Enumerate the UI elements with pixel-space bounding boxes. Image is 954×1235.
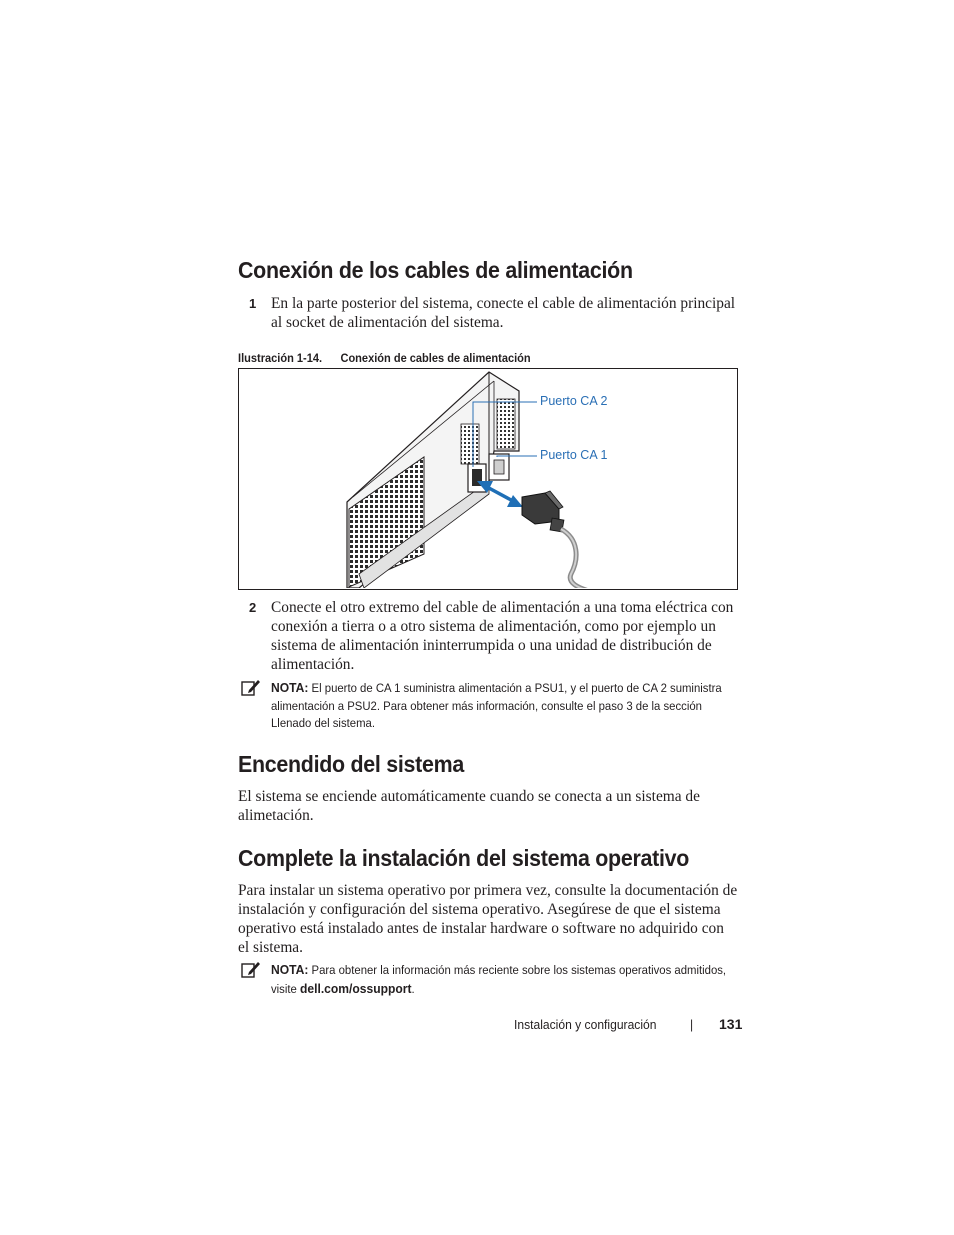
figure-title: Conexión de cables de alimentación	[340, 351, 531, 365]
pencil-note-icon	[241, 961, 261, 979]
callout-port-1: Puerto CA 1	[540, 448, 608, 462]
step-1-text: En la parte posterior del sistema, conecte el cable de alimentación principal al socket de alimentación del sistema.	[271, 295, 736, 331]
power-plug	[522, 491, 564, 532]
power-connection-illustration	[239, 369, 736, 588]
power-on-text: El sistema se enciende automáticamente cuando se conecta a un sistema de alimetación.	[238, 788, 700, 824]
step-number: 1	[249, 296, 257, 311]
note-label: NOTA:	[271, 962, 309, 977]
step-number: 2	[249, 600, 257, 615]
power-cable-figure	[238, 368, 738, 590]
figure-label: Ilustración 1-14.	[238, 351, 323, 365]
pencil-note-icon	[241, 679, 261, 697]
page-number: 131	[719, 1016, 743, 1032]
footer-separator: |	[690, 1017, 694, 1032]
note-text: El puerto de CA 1 suministra alimentación a PSU1, y el puerto de CA 2 suministra alimentación a PSU2. Para obtener más información, consulte el paso 3 de la sección Llenado del sistema.	[271, 681, 722, 730]
note-supported-os	[271, 961, 736, 998]
footer-chapter: Instalación y configuración	[514, 1017, 657, 1032]
section-title-os-install: Complete la instalación del sistema operativo	[238, 845, 690, 871]
figure-caption	[238, 351, 531, 365]
note-label: NOTA:	[271, 680, 309, 695]
step-2-text: Conecte el otro extremo del cable de alimentación a una toma eléctrica con conexión a tierra o a otro sistema de alimentación, como por ejemplo un sistema de alimentación ininterrumpida o una unidad de distribución de alimentación.	[271, 599, 734, 673]
support-link[interactable]: dell.com/ossupport	[299, 980, 412, 996]
note-period: .	[411, 981, 415, 996]
callout-port-2: Puerto CA 2	[540, 394, 608, 408]
note-psu-ports	[271, 679, 736, 733]
section-title-power-on: Encendido del sistema	[238, 751, 464, 777]
note-text: Para obtener la información más reciente sobre los sistemas operativos admitidos, visite	[271, 963, 727, 996]
os-install-text: Para instalar un sistema operativo por primera vez, consulte la documentación de instalación y configuración del sistema operativo. Asegúrese de que el sistema operativo está instalado antes de instalar hardware o software no adquirido con el sistema.	[238, 882, 738, 956]
section-title-power-cables: Conexión de los cables de alimentación	[238, 257, 633, 283]
psu-vent	[497, 399, 515, 449]
